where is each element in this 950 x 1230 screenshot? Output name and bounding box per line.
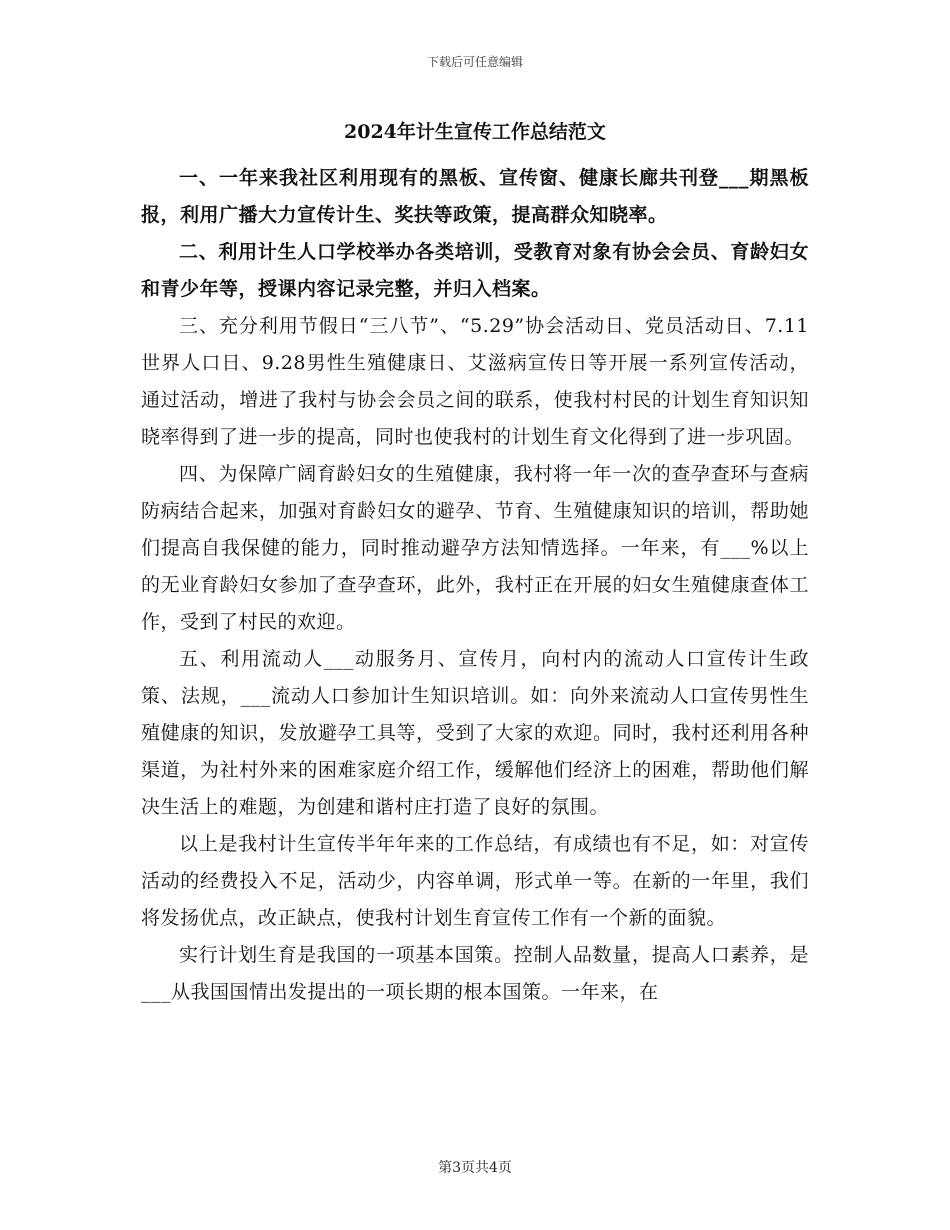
header-note: 下载后可任意编辑: [426, 55, 523, 69]
page-footer: 第3页共4页: [438, 1160, 512, 1176]
paragraph-2: 二、利用计生人口学校举办各类培训，受教育对象有协会会员、育龄妇女和青少年等，授课内容记录完整，并归入档案。: [141, 241, 809, 300]
paragraph-7: 实行计划生育是我国的一项基本国策。控制人品数量，提高人口素养，是___从我国国情出发提出的一项长期的根本国策。一年来，在: [141, 944, 809, 1003]
paragraph-5: 五、利用流动人___动服务月、宣传月，向村内的流动人口宣传计生政策、法规，___流动人口参加计生知识培训。如：向外来流动人口宣传男性生殖健康的知识，发放避孕工具等，受到了大家的欢迎。同时，我村还利用各种渠道，为社村外来的困难家庭介绍工作，缓解他们经济上的困难，帮助他们解决生活上的难题，为创建和谐村庄打造了良好的氛围。: [141, 648, 809, 818]
document-body: [141, 160, 809, 1011]
paragraph-3: 三、充分利用节假日“三八节”、“5.29”协会活动日、党员活动日、7.11世界人口日、9.28男性生殖健康日、艾滋病宣传日等开展一系列宣传活动，通过活动，增进了我村与协会会员之间的联系，使我村村民的计划生育知识知晓率得到了进一步的提高，同时也使我村的计划生育文化得到了进一步巩固。: [141, 315, 809, 448]
document-title: 2024年计生宣传工作总结范文: [344, 121, 606, 143]
paragraph-1: 一、一年来我社区利用现有的黑板、宣传窗、健康长廊共刊登___期黑板报，利用广播大力宣传计生、奖扶等政策，提高群众知晓率。: [141, 167, 809, 226]
paragraph-4: 四、为保障广阔育龄妇女的生殖健康，我村将一年一次的查孕查环与查病防病结合起来，加强对育龄妇女的避孕、节育、生殖健康知识的培训，帮助她们提高自我保健的能力，同时推动避孕方法知情选择。一年来，有___%以上的无业育龄妇女参加了查孕查环，此外，我村正在开展的妇女生殖健康查体工作，受到了村民的欢迎。: [141, 463, 809, 633]
paragraph-6: 以上是我村计生宣传半年年来的工作总结，有成绩也有不足，如：对宣传活动的经费投入不足，活动少，内容单调，形式单一等。在新的一年里，我们将发扬优点，改正缺点，使我村计划生育宣传工作有一个新的面貌。: [141, 833, 809, 929]
